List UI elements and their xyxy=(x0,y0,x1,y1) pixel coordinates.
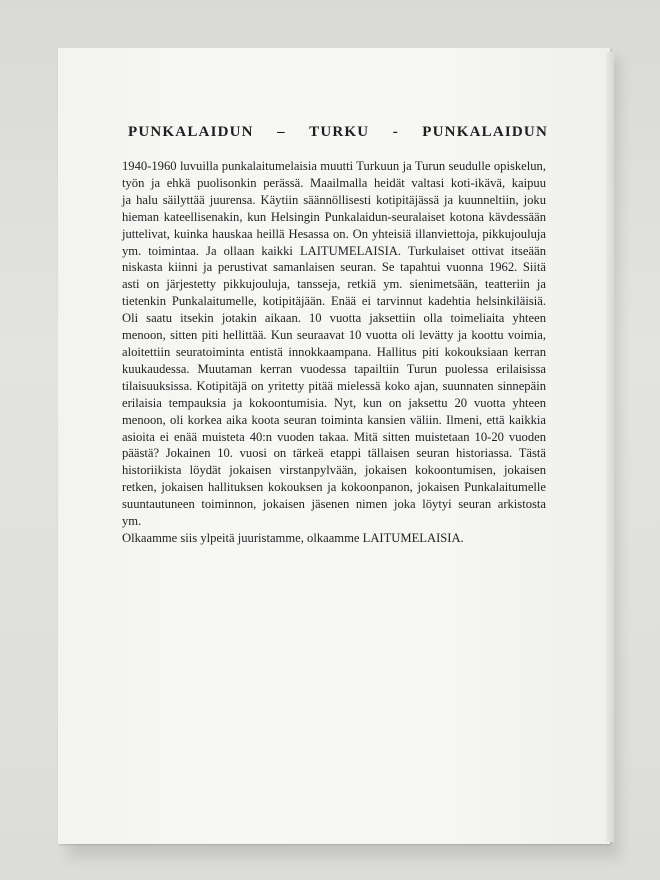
text-line: historiikista löydät jokaisen virstanpylvään, jokaisen kokoontumisen, jokaisen xyxy=(122,463,546,478)
page-title xyxy=(128,124,548,141)
text-line: ym. toimintaa. Ja ollaan kaikki LAITUMELAISIA. Turkulaiset ottivat itseään xyxy=(122,243,546,258)
text-line: suuntautuneen toiminnon, jokaisen jäsenen nimen joka löytyi seuran arkistosta xyxy=(122,497,546,512)
text-line: päästä? Jokainen 10. vuosi on tärkeä etappi tällaisen seuran historiassa. Tästä xyxy=(122,446,546,461)
text-line: niskasta kiinni ja perustivat samanlaisen seuran. Se tapahtui vuonna 1962. Siitä xyxy=(122,260,546,275)
text-line: juttelivat, kuinka hauskaa heillä Hesassa on. On yhteisiä illanviettoja, pikkujouluja xyxy=(122,226,546,241)
text-line: retken, jokaisen hallituksen kokouksen ja kokoonpanon, jokaisen Punkalaitumelle xyxy=(122,480,546,495)
title-separator: - xyxy=(392,124,399,140)
text-line: kuukaudessa. Muutaman kerran vuodessa tapailtiin Turun puolessa erilaisissa xyxy=(122,361,546,376)
text-line: menoon, oli korkea aika koota seuran toiminta kansien väliin. Ilmeni, että kaikkia xyxy=(122,412,546,427)
text-line: asti on järjestetty pikkujouluja, tansseja, retkiä ym. sienimetsään, teatteriin ja xyxy=(122,277,546,292)
text-line: erilaisia tempauksia ja kokoontumisia. Nyt, kun on jaksettu 20 vuotta yhteen xyxy=(122,395,546,410)
title-part: PUNKALAIDUN xyxy=(128,124,254,140)
text-line: Olkaamme siis ylpeitä juuristamme, olkaamme LAITUMELAISIA. xyxy=(122,530,464,545)
title-part: TURKU xyxy=(309,124,370,140)
text-line: menoon, sitten piti hellittää. Kun seuraavat 10 vuotta oli levätty ja koottu voimia, xyxy=(122,328,546,343)
book-edge xyxy=(606,52,614,842)
text-line: 1940-1960 luvuilla punkalaitumelaisia muutti Turkuun ja Turun seudulle opiskelun, xyxy=(122,159,546,173)
text-line: ja halu säilyttää juurensa. Käytiin säännöllisesti kotipitäjässä ja kuunneltiin, joku xyxy=(122,192,546,207)
text-line: asioita ei enää muisteta 40:n vuoden takaa. Mitä sitten muistetaan 10-20 vuoden xyxy=(122,429,546,444)
text-line: aloitettiin seuratoiminta entistä innokkaampana. Hallitus piti kokouksiaan kerran xyxy=(122,344,546,359)
text-line: Oli saatu itsekin jotakin aikaan. 10 vuotta jaksettiin olla toimeliaita yhteen xyxy=(122,311,546,326)
text-line: työn ja ehkä puolisonkin perässä. Maailmalla heidät valtasi koti-ikävä, kaipuu xyxy=(122,175,546,190)
text-line: ym. xyxy=(122,514,142,529)
title-part: PUNKALAIDUN xyxy=(422,124,548,140)
text-line: tilaisuuksissa. Kotipitäjä on yritetty pitää mielessä koko ajan, suunnaten sinnepäin xyxy=(122,378,546,393)
text-line: hieman kateellisenakin, kun Helsingin Punkalaidun-seuralaiset kotona kävdessään xyxy=(122,209,546,224)
blurb-text xyxy=(122,158,546,547)
text-line: tietenkin Punkalaitumelle, kotipitäjään. Enää ei tarvinnut kadehtia helsinkiläisiä. xyxy=(122,294,546,309)
title-separator: – xyxy=(277,124,286,140)
